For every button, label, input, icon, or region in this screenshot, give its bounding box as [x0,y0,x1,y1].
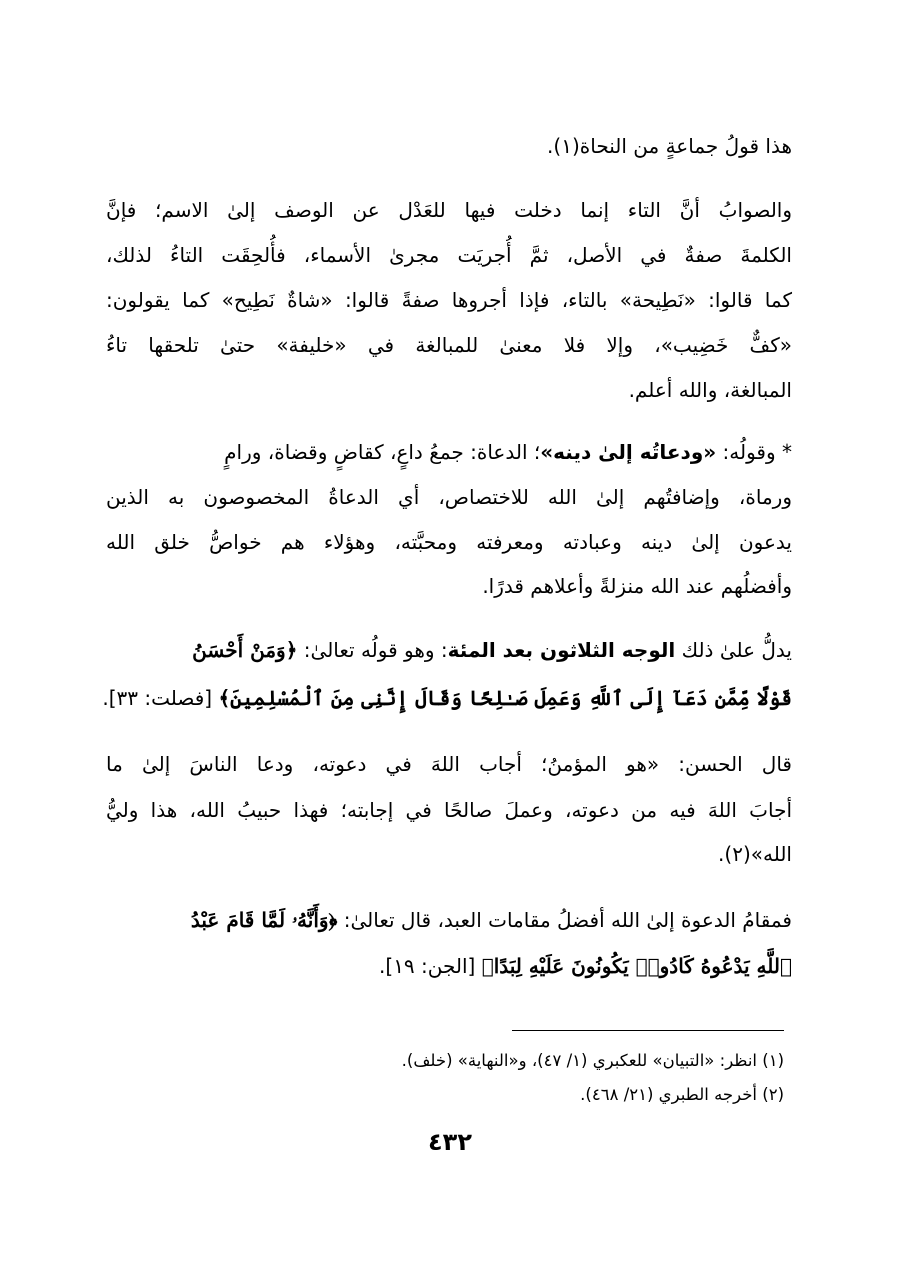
paragraph-2-line-1: والصوابُ أنَّ التاء إنما دخلت فيها للعَدْل عن الوصف إلىٰ الاسم؛ فإنَّ [106,198,792,222]
paragraph-3-line-2: ورماة، وإضافتُهم إلىٰ الله للاختصاص، أي الدعاةُ المخصوصون به الذين [106,485,792,509]
paragraph-4-mid: : وهو قولُه تعالىٰ: [297,638,448,662]
verse-citation: [الجن: ١٩]. [379,954,482,978]
footnote-divider [512,1030,784,1031]
quran-verse-start: ﴿وَأَنَّهُۥ لَمَّا قَامَ عَبْدُ [190,908,338,932]
paragraph-4-line-2 [102,678,792,718]
paragraph-2-line-3: كما قالوا: «نَطِيحة» بالتاء، فإذا أجروها صفةً قالوا: «شاةٌ نَطِيح» كما يقولون: [106,288,792,312]
verse-citation: [فصلت: ٣٣]. [102,686,219,710]
footnote-1: (١) انظر: «التبيان» للعكبري (١/ ٤٧)، و«النهاية» (خلف). [401,1051,784,1070]
paragraph-3-rest: ؛ الدعاة: جمعُ داعٍ، كقاضٍ وقضاة، ورامٍ [224,440,541,464]
footnote-2: (٢) أخرجه الطبري (٢١/ ٤٦٨). [580,1085,784,1104]
quran-verse-continuation: قَوْلًا مِّمَّن دَعَآ إِلَى ٱللَّهِ وَعَمِلَ صَـٰلِحًا وَقَالَ إِنَّنِى مِنَ ٱلْمُسْلِمِينَ﴾ [218,686,792,710]
paragraph-6-line-2 [106,946,792,986]
paragraph-6-prefix: فمقامُ الدعوة إلىٰ الله أفضلُ مقامات العبد، قال تعالىٰ: [337,908,792,932]
paragraph-5-line-1: قال الحسن: «هو المؤمنُ؛ أجاب اللهَ في دعوته، ودعا الناسَ إلىٰ ما [106,752,792,776]
page-number: ٤٣٢ [428,1128,472,1156]
paragraph-6-line-1 [106,900,792,940]
quran-verse-continuation: ٱللَّهِ يَدْعُوهُ كَادُوا۟ يَكُونُونَ عَلَيْهِ لِبَدًا﴾ [481,954,792,978]
paragraph-4-line-1 [106,630,792,670]
paragraph-3-prefix: * وقولُه: [716,440,792,464]
paragraph-2-line-4: «كفٌّ خَضِيب»، وإلا فلا معنىٰ للمبالغة في «خليفة» حتىٰ تلحقها تاءُ [106,333,792,357]
paragraph-2-line-5: المبالغة، والله أعلم. [628,378,792,402]
paragraph-5-line-3: الله»(٢). [718,842,792,866]
quran-verse-start: ﴿وَمَنْ أَحْسَنُ [192,638,298,662]
paragraph-4-prefix: يدلُّ علىٰ ذلك [675,638,792,662]
paragraph-3-line-1 [106,432,792,472]
section-reference: الوجه الثلاثون بعد المئة [447,638,676,662]
paragraph-3-line-4: وأفضلُهم عند الله منزلةً وأعلاهم قدرًا. [482,574,792,598]
paragraph-1-line-1: هذا قولُ جماعةٍ من النحاة(١). [547,134,792,158]
paragraph-3-line-3: يدعون إلىٰ دينه وعبادته ومعرفته ومحبَّته، وهؤلاء هم خواصُّ خلق الله [106,530,792,554]
quoted-phrase: «ودعاتُه إلىٰ دينه» [540,440,717,464]
paragraph-2-line-2: الكلمةَ صفةٌ في الأصل، ثمَّ أُجريَت مجرىٰ الأسماء، فأُلحِقَت التاءُ لذلك، [106,243,792,267]
paragraph-5-line-2: أجابَ اللهَ فيه من دعوته، وعملَ صالحًا في إجابته؛ فهذا حبيبُ الله، هذا وليُّ [106,798,792,822]
